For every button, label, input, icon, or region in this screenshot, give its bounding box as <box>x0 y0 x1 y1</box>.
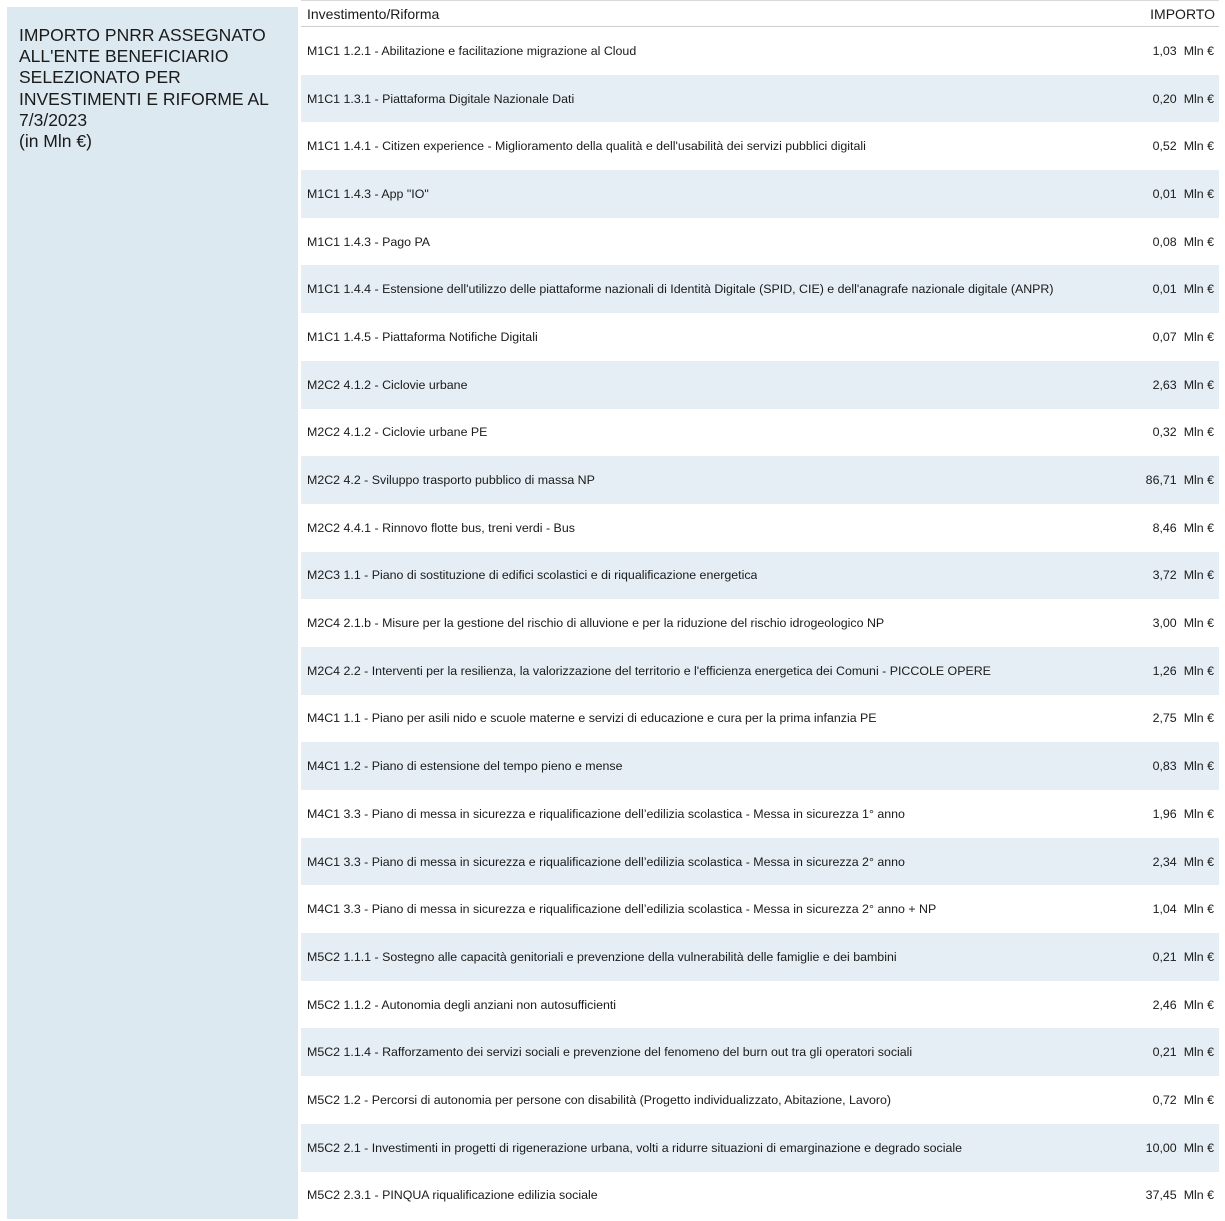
amount-cell <box>1153 282 1214 296</box>
amount-value: 0,52 <box>1152 139 1177 154</box>
table-row <box>301 1172 1219 1220</box>
investments-table <box>301 0 1219 1219</box>
investment-label: M1C1 1.4.4 - Estensione dell'utilizzo delle piattaforme nazionali di Identità Digitale (SPID, CIE) e dell'anagrafe nazionale digitale (ANPR) <box>307 282 1054 297</box>
amount-value: 2,46 <box>1152 997 1177 1012</box>
column-header-amount: IMPORTO <box>1150 5 1215 22</box>
amount-cell <box>1153 616 1214 630</box>
table-row <box>301 695 1219 743</box>
table-row <box>301 409 1219 457</box>
panel-title-line: 7/3/2023 <box>19 109 88 130</box>
table-row <box>301 504 1219 552</box>
amount-value: 8,46 <box>1152 520 1177 535</box>
amount-unit: Mln € <box>1183 949 1214 964</box>
investment-label: M2C2 4.2 - Sviluppo trasporto pubblico di massa NP <box>307 473 595 488</box>
amount-unit: Mln € <box>1183 902 1214 917</box>
amount-unit: Mln € <box>1183 520 1214 535</box>
amount-unit: Mln € <box>1183 1140 1214 1155</box>
table-row <box>301 265 1219 313</box>
amount-value: 0,83 <box>1152 759 1177 774</box>
investment-label: M5C2 1.2 - Percorsi di autonomia per persone con disabilità (Progetto individualizzato, Abitazione, Lavoro) <box>307 1092 892 1107</box>
investment-label: M5C2 1.1.4 - Rafforzamento dei servizi sociali e prevenzione del fenomeno del burn out tra gli operatori sociali <box>307 1045 913 1060</box>
table-row <box>301 885 1219 933</box>
amount-value: 37,45 <box>1145 1188 1177 1203</box>
table-row <box>301 933 1219 981</box>
investment-label: M5C2 1.1.2 - Autonomia degli anziani non autosufficienti <box>307 997 617 1012</box>
amount-value: 2,63 <box>1152 377 1177 392</box>
amount-value: 2,34 <box>1152 854 1177 869</box>
amount-cell <box>1153 378 1214 392</box>
investment-label: M1C1 1.4.3 - Pago PA <box>307 234 431 249</box>
amount-unit: Mln € <box>1183 663 1214 678</box>
amount-value: 0,32 <box>1152 425 1177 440</box>
table-row <box>301 218 1219 266</box>
panel-title-line: ALL'ENTE BENEFICIARIO <box>19 46 229 67</box>
column-header-investment: Investimento/Riforma <box>307 5 440 22</box>
amount-cell <box>1153 807 1214 821</box>
table-row <box>301 838 1219 886</box>
table-body <box>301 27 1219 1219</box>
panel-title <box>19 25 286 152</box>
amount-value: 0,08 <box>1152 234 1177 249</box>
table-row <box>301 361 1219 409</box>
investment-label: M4C1 3.3 - Piano di messa in sicurezza e riqualificazione dell’edilizia scolastica - Messa in sicurezza 1° anno <box>307 806 905 821</box>
amount-cell <box>1153 1045 1214 1059</box>
amount-cell <box>1153 711 1214 725</box>
amount-value: 0,20 <box>1152 91 1177 106</box>
panel-title-line: IMPORTO PNRR ASSEGNATO <box>19 25 266 45</box>
table-row <box>301 1124 1219 1172</box>
table-row <box>301 313 1219 361</box>
amount-value: 0,72 <box>1152 1092 1177 1107</box>
table-header-row <box>301 1 1219 27</box>
amount-cell <box>1153 855 1214 869</box>
amount-value: 1,03 <box>1152 43 1177 58</box>
amount-unit: Mln € <box>1183 711 1214 726</box>
panel-title-line: SELEZIONATO PER <box>19 67 181 88</box>
investment-label: M1C1 1.3.1 - Piattaforma Digitale Nazionale Dati <box>307 91 575 106</box>
amount-unit: Mln € <box>1183 568 1214 583</box>
amount-cell <box>1153 950 1214 964</box>
amount-value: 0,01 <box>1152 282 1177 297</box>
amount-unit: Mln € <box>1183 425 1214 440</box>
investment-label: M1C1 1.4.5 - Piattaforma Notifiche Digitali <box>307 329 538 344</box>
amount-value: 1,04 <box>1152 902 1177 917</box>
investment-label: M2C2 4.1.2 - Ciclovie urbane <box>307 377 468 392</box>
amount-unit: Mln € <box>1183 854 1214 869</box>
amount-value: 3,00 <box>1152 616 1177 631</box>
amount-cell <box>1153 998 1214 1012</box>
summary-panel <box>7 7 298 1219</box>
amount-unit: Mln € <box>1183 43 1214 58</box>
table-row <box>301 1028 1219 1076</box>
amount-unit: Mln € <box>1183 377 1214 392</box>
amount-unit: Mln € <box>1183 186 1214 201</box>
amount-unit: Mln € <box>1183 1188 1214 1203</box>
amount-unit: Mln € <box>1183 139 1214 154</box>
investment-label: M5C2 1.1.1 - Sostegno alle capacità genitoriali e prevenzione della vulnerabilità delle famiglie e dei bambini <box>307 949 897 964</box>
table-row <box>301 981 1219 1029</box>
table-row <box>301 75 1219 123</box>
amount-cell <box>1146 1141 1214 1155</box>
table-row <box>301 742 1219 790</box>
amount-value: 0,01 <box>1152 186 1177 201</box>
amount-unit: Mln € <box>1183 997 1214 1012</box>
investment-label: M5C2 2.3.1 - PINQUA riqualificazione edilizia sociale <box>307 1188 598 1203</box>
amount-cell <box>1153 759 1214 773</box>
table-row <box>301 552 1219 600</box>
investment-label: M2C4 2.2 - Interventi per la resilienza, la valorizzazione del territorio e l'efficienza energetica dei Comuni - PICCOLE OPERE <box>307 663 991 678</box>
investment-label: M2C4 2.1.b - Misure per la gestione del rischio di alluvione e per la riduzione del rischio idrogeologico NP <box>307 616 885 631</box>
investment-label: M2C2 4.1.2 - Ciclovie urbane PE <box>307 425 488 440</box>
amount-unit: Mln € <box>1183 1045 1214 1060</box>
investment-label: M4C1 1.1 - Piano per asili nido e scuole materne e servizi di educazione e cura per la prima infanzia PE <box>307 711 877 726</box>
amount-cell <box>1153 187 1214 201</box>
investment-label: M4C1 3.3 - Piano di messa in sicurezza e riqualificazione dell’edilizia scolastica - Messa in sicurezza 2° anno <box>307 854 905 869</box>
amount-unit: Mln € <box>1183 806 1214 821</box>
amount-unit: Mln € <box>1183 91 1214 106</box>
investment-label: M5C2 2.1 - Investimenti in progetti di rigenerazione urbana, volti a ridurre situazioni di emarginazione e degrado sociale <box>307 1140 962 1155</box>
amount-value: 0,21 <box>1152 1045 1177 1060</box>
table-row <box>301 122 1219 170</box>
amount-cell <box>1153 235 1214 249</box>
investment-label: M1C1 1.2.1 - Abilitazione e facilitazione migrazione al Cloud <box>307 43 637 58</box>
table-row <box>301 456 1219 504</box>
investment-label: M1C1 1.4.1 - Citizen experience - Miglioramento della qualità e dell'usabilità dei servizi pubblici digitali <box>307 139 866 154</box>
amount-unit: Mln € <box>1183 329 1214 344</box>
amount-unit: Mln € <box>1183 616 1214 631</box>
amount-cell <box>1153 330 1214 344</box>
table-row <box>301 599 1219 647</box>
table-row <box>301 647 1219 695</box>
amount-unit: Mln € <box>1183 282 1214 297</box>
amount-value: 86,71 <box>1145 473 1177 488</box>
panel-title-line: INVESTIMENTI E RIFORME AL <box>19 88 269 109</box>
table-row <box>301 170 1219 218</box>
amount-unit: Mln € <box>1183 473 1214 488</box>
amount-unit: Mln € <box>1183 759 1214 774</box>
table-row <box>301 27 1219 75</box>
amount-cell <box>1153 568 1214 582</box>
investment-label: M4C1 3.3 - Piano di messa in sicurezza e riqualificazione dell’edilizia scolastica - Messa in sicurezza 2° anno + NP <box>307 902 937 917</box>
amount-value: 0,21 <box>1152 949 1177 964</box>
amount-cell <box>1153 902 1214 916</box>
amount-unit: Mln € <box>1183 1092 1214 1107</box>
investment-label: M2C3 1.1 - Piano di sostituzione di edifici scolastici e di riqualificazione energetica <box>307 568 758 583</box>
amount-cell <box>1153 44 1214 58</box>
amount-cell <box>1153 521 1214 535</box>
table-row <box>301 790 1219 838</box>
panel-title-line: (in Mln €) <box>19 131 92 152</box>
amount-value: 10,00 <box>1145 1140 1177 1155</box>
amount-value: 1,26 <box>1152 663 1177 678</box>
amount-cell <box>1153 425 1214 439</box>
amount-value: 3,72 <box>1152 568 1177 583</box>
amount-value: 0,07 <box>1152 329 1177 344</box>
amount-cell <box>1146 1188 1214 1202</box>
amount-cell <box>1146 473 1214 487</box>
investment-label: M4C1 1.2 - Piano di estensione del tempo pieno e mense <box>307 759 623 774</box>
investment-label: M1C1 1.4.3 - App "IO" <box>307 186 429 201</box>
amount-value: 2,75 <box>1152 711 1177 726</box>
amount-cell <box>1153 92 1214 106</box>
amount-value: 1,96 <box>1152 806 1177 821</box>
amount-cell <box>1153 664 1214 678</box>
amount-cell <box>1153 139 1214 153</box>
table-row <box>301 1076 1219 1124</box>
investment-label: M2C2 4.4.1 - Rinnovo flotte bus, treni verdi - Bus <box>307 520 575 535</box>
amount-unit: Mln € <box>1183 234 1214 249</box>
amount-cell <box>1153 1093 1214 1107</box>
